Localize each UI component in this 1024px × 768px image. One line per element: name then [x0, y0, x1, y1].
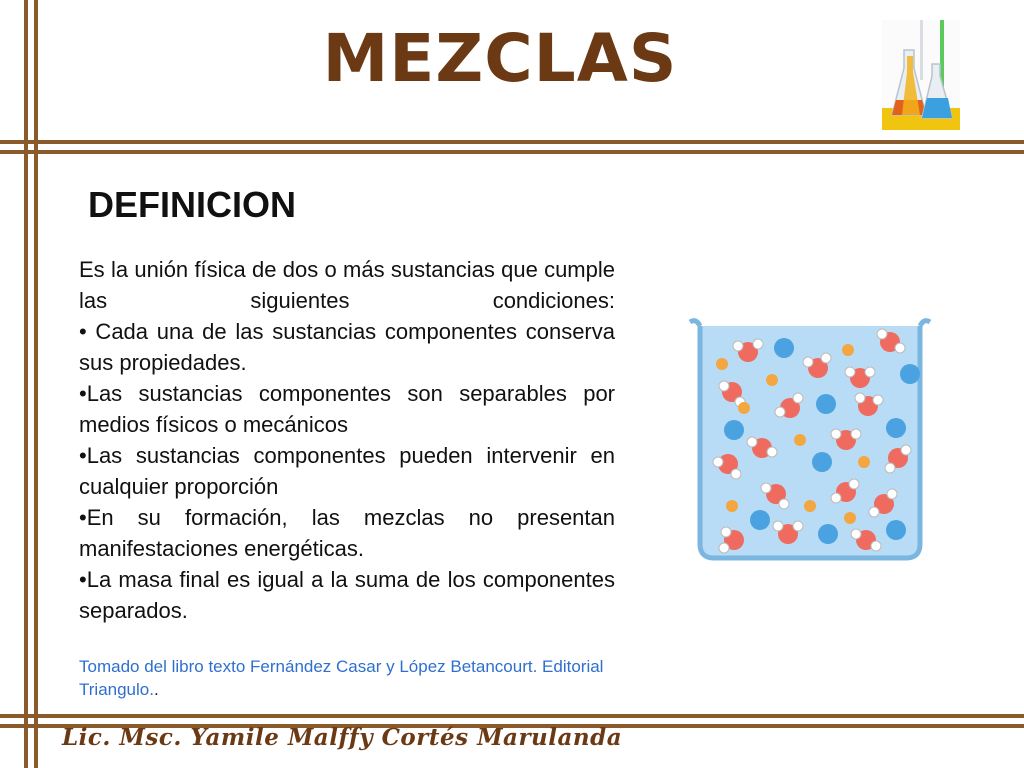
frame-vertical-line: [34, 0, 38, 768]
frame-vertical-line: [24, 0, 28, 768]
intro-paragraph: Es la unión física de dos o más sustancias que cumple las siguientes condiciones:: [79, 257, 615, 313]
author-footer: Lic. Msc. Yamile Malffy Cortés Marulanda: [62, 724, 623, 751]
frame-horizontal-line: [0, 714, 1024, 718]
frame-horizontal-line: [0, 150, 1024, 154]
beaker-mixture-icon: [686, 312, 934, 568]
bullet-item: •Las sustancias componentes son separables por medios físicos o mecánicos: [79, 381, 615, 437]
bullet-item: •La masa final es igual a la suma de los componentes separados.: [79, 567, 615, 623]
bullet-item: •En su formación, las mezclas no presentan manifestaciones energéticas.: [79, 505, 615, 561]
source-citation: [79, 655, 639, 701]
source-text: Tomado del libro texto Fernández Casar y López Betancourt. Editorial Triangulo.: [79, 657, 604, 699]
source-period: .: [153, 680, 159, 699]
bullet-item: • Cada una de las sustancias componentes conserva sus propiedades.: [79, 319, 615, 375]
frame-horizontal-line: [0, 140, 1024, 144]
section-heading: DEFINICION: [88, 184, 297, 225]
bullet-item: •Las sustancias componentes pueden intervenir en cualquier proporción: [79, 443, 615, 499]
definition-text: [79, 254, 615, 626]
slide-title: MEZCLAS: [322, 20, 678, 97]
lab-flasks-icon: [882, 20, 960, 130]
